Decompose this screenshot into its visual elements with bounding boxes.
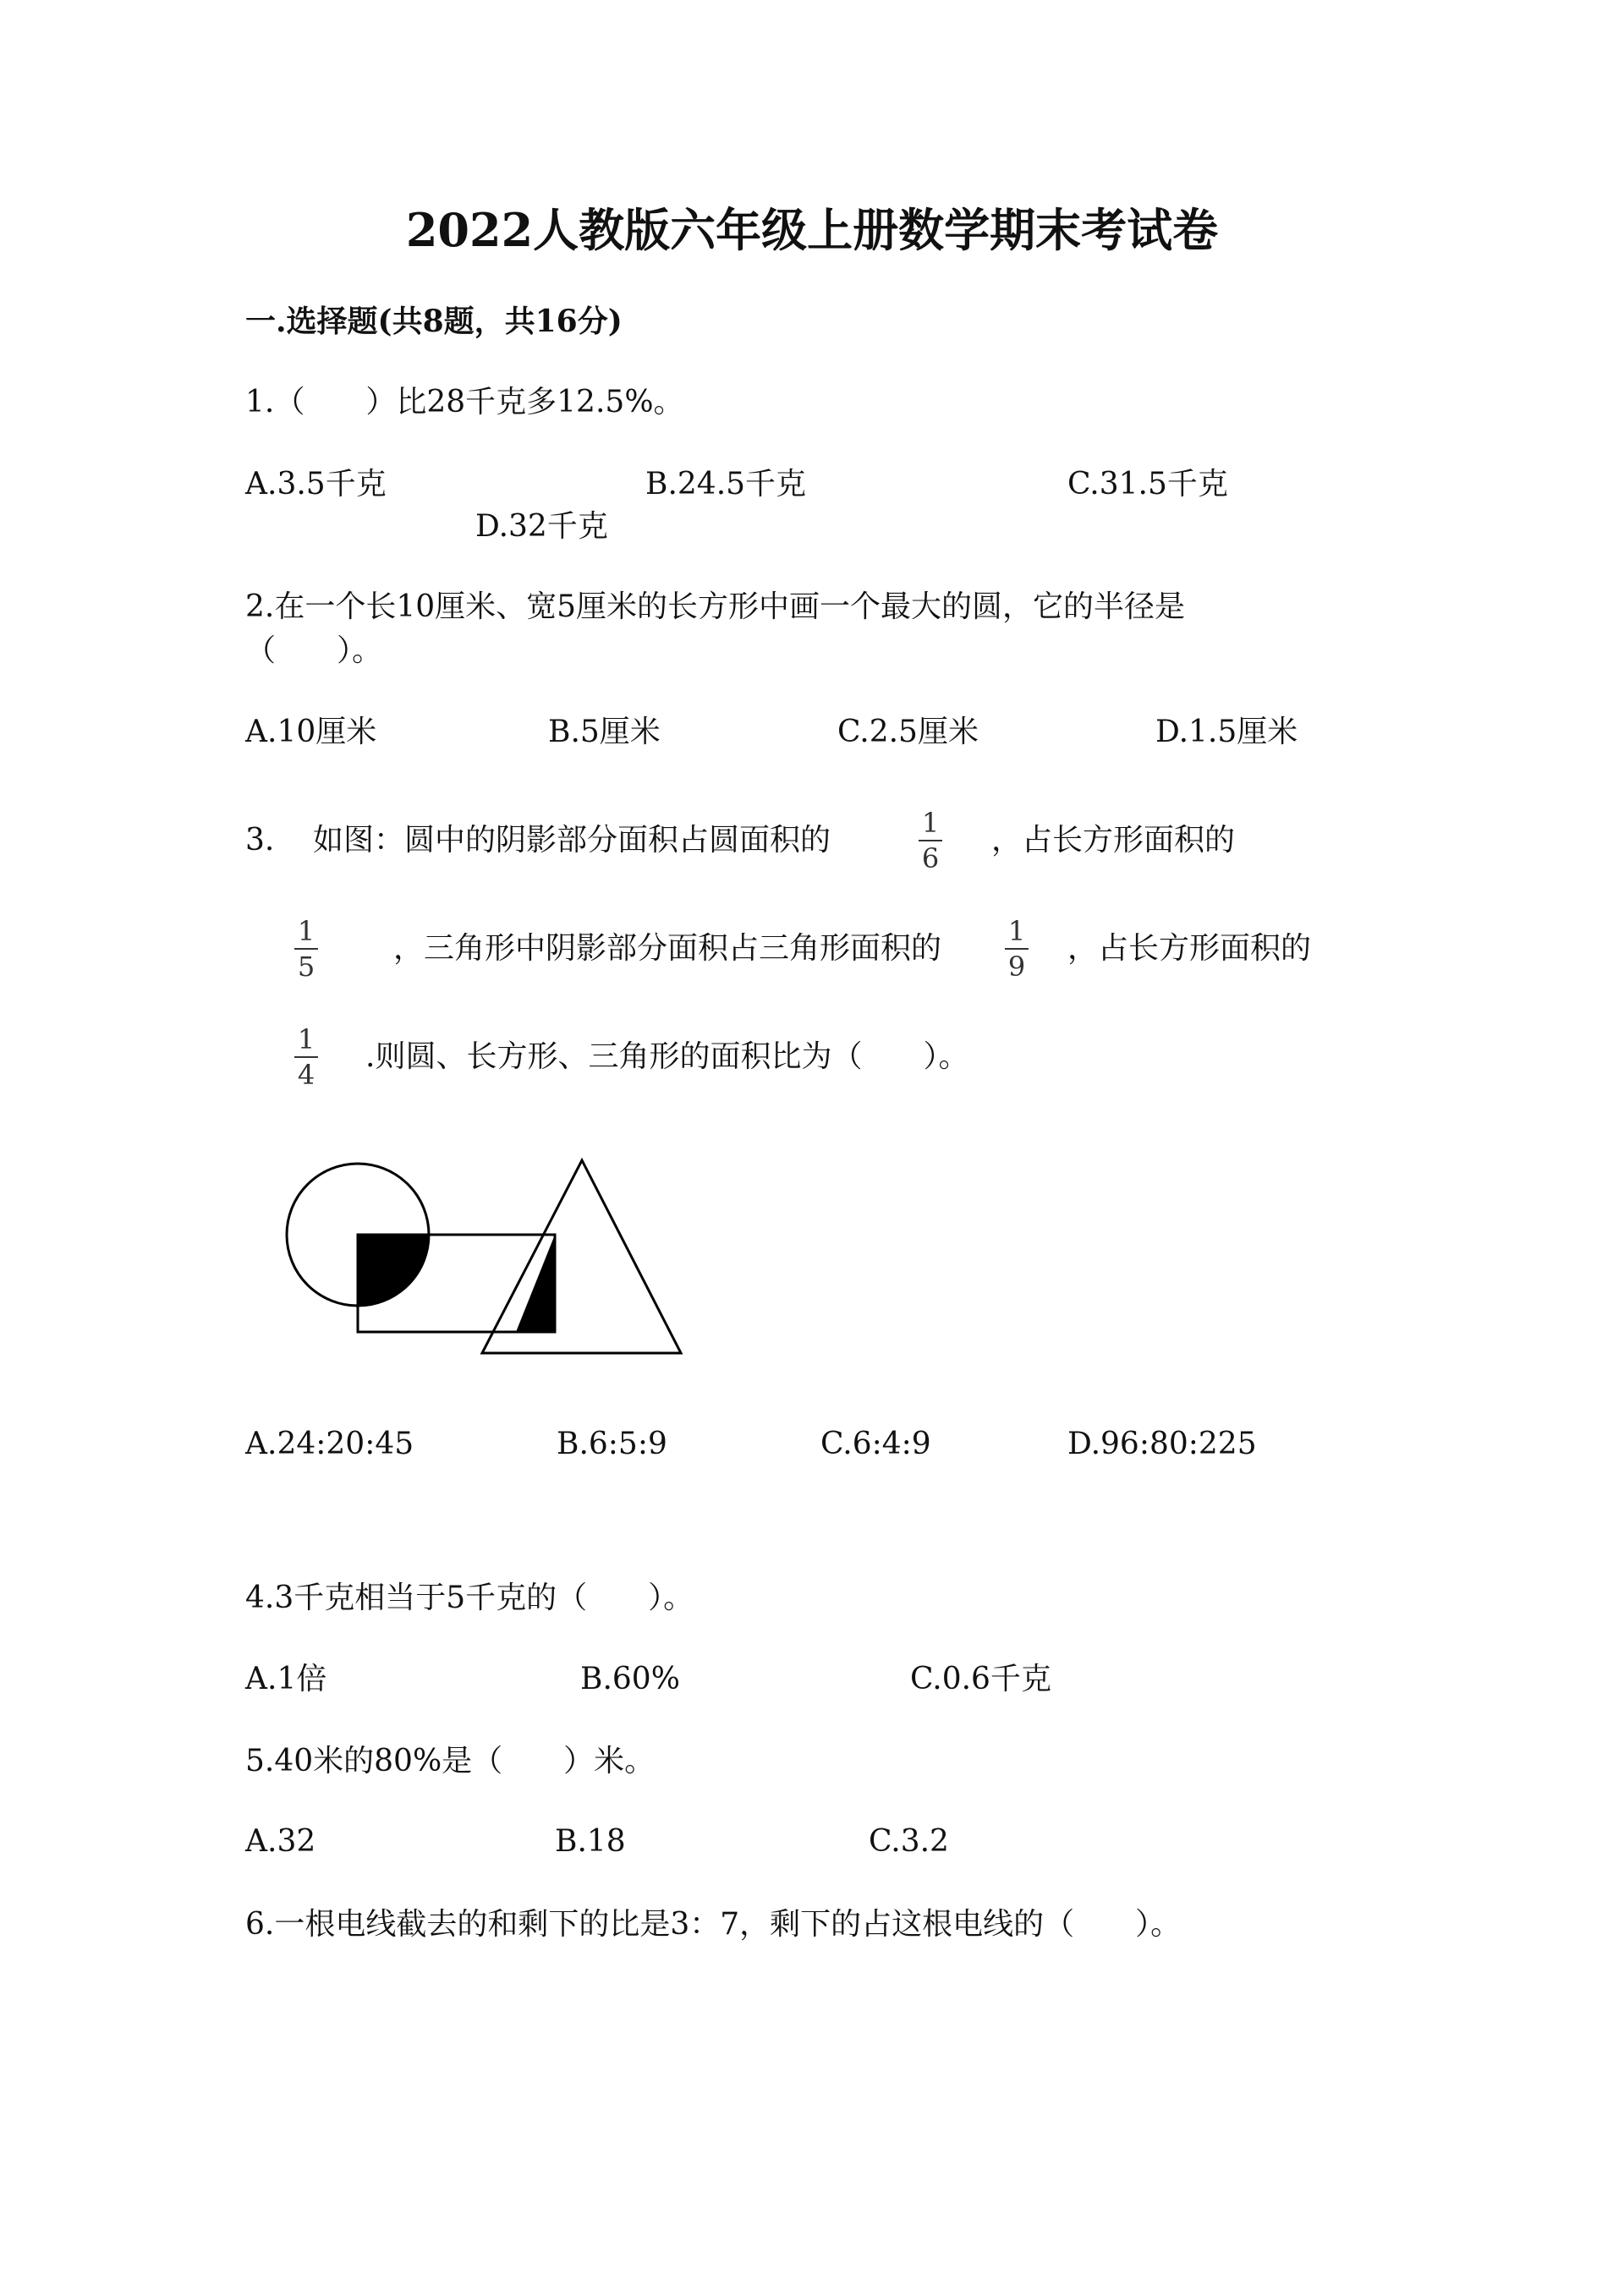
question-6-stem: 6.一根电线截去的和剩下的比是3：7，剩下的占这根电线的（ ）。	[245, 1907, 1182, 1942]
fraction-numerator: 1	[297, 1023, 315, 1055]
question-3-text-1: 如图：圆中的阴影部分面积占圆面积的	[313, 823, 831, 858]
question-2-option-c: C.2.5厘米	[837, 715, 979, 749]
fraction-bar	[294, 948, 318, 950]
question-3-text-2: ，占长方形面积的	[991, 823, 1236, 858]
question-3-text-4: ，占长方形面积的	[1067, 931, 1312, 966]
fraction-bar	[919, 840, 942, 841]
question-5-stem: 5.40米的80%是（ ）米。	[245, 1744, 656, 1778]
question-2-option-a: A.10厘米	[245, 715, 377, 749]
fraction-one-fifth	[288, 917, 325, 981]
fraction-bar	[294, 1056, 318, 1058]
fraction-numerator: 1	[1007, 915, 1026, 947]
question-1-option-b: B.24.5千克	[645, 467, 807, 501]
question-3-option-a: A.24:20:45	[245, 1427, 414, 1461]
section-heading: 一.选择题(共8题，共16分)	[245, 304, 623, 339]
question-3-number: 3.	[245, 823, 275, 858]
question-1-option-a: A.3.5千克	[245, 467, 387, 501]
fraction-numerator: 1	[921, 807, 940, 839]
question-3-option-b: B.6:5:9	[557, 1427, 667, 1461]
question-3-option-d: D.96:80:225	[1067, 1427, 1257, 1461]
question-2-option-b: B.5厘米	[548, 715, 661, 749]
fraction-denominator: 5	[297, 951, 315, 983]
question-3-text-5: .则圆、长方形、三角形的面积比为（ ）。	[365, 1039, 969, 1074]
question-5-option-a: A.32	[245, 1824, 316, 1859]
question-5-option-c: C.3.2	[869, 1824, 949, 1859]
exam-title: 2022人教版六年级上册数学期末考试卷	[405, 203, 1219, 257]
fraction-one-ninth	[998, 917, 1035, 981]
fraction-bar	[1005, 948, 1029, 950]
question-4-stem: 4.3千克相当于5千克的（ ）。	[245, 1581, 694, 1615]
question-4-option-a: A.1倍	[245, 1662, 327, 1696]
question-4-option-b: B.60%	[580, 1662, 680, 1696]
question-1-option-c: C.31.5千克	[1067, 467, 1228, 501]
question-3-text-3: ，三角形中阴影部分面积占三角形面积的	[393, 931, 942, 966]
fraction-numerator: 1	[297, 915, 315, 947]
question-1-option-d: D.32千克	[475, 509, 608, 544]
question-2-stem-line1: 2.在一个长10厘米、宽5厘米的长方形中画一个最大的圆，它的半径是	[245, 589, 1186, 624]
fraction-one-sixth	[912, 808, 949, 873]
question-5-option-b: B.18	[555, 1824, 626, 1859]
fraction-denominator: 4	[297, 1059, 315, 1091]
fraction-denominator: 9	[1007, 951, 1026, 983]
fraction-denominator: 6	[921, 842, 940, 874]
question-4-option-c: C.0.6千克	[910, 1662, 1051, 1696]
question-1-stem: 1.（ ）比28千克多12.5%。	[245, 385, 684, 419]
geometry-figure	[271, 1150, 694, 1362]
triangle-shape	[482, 1160, 681, 1353]
question-3-option-c: C.6:4:9	[820, 1427, 931, 1461]
question-2-option-d: D.1.5厘米	[1155, 715, 1298, 749]
question-2-stem-line2: （ ）。	[245, 633, 383, 668]
fraction-one-fourth	[288, 1025, 325, 1089]
